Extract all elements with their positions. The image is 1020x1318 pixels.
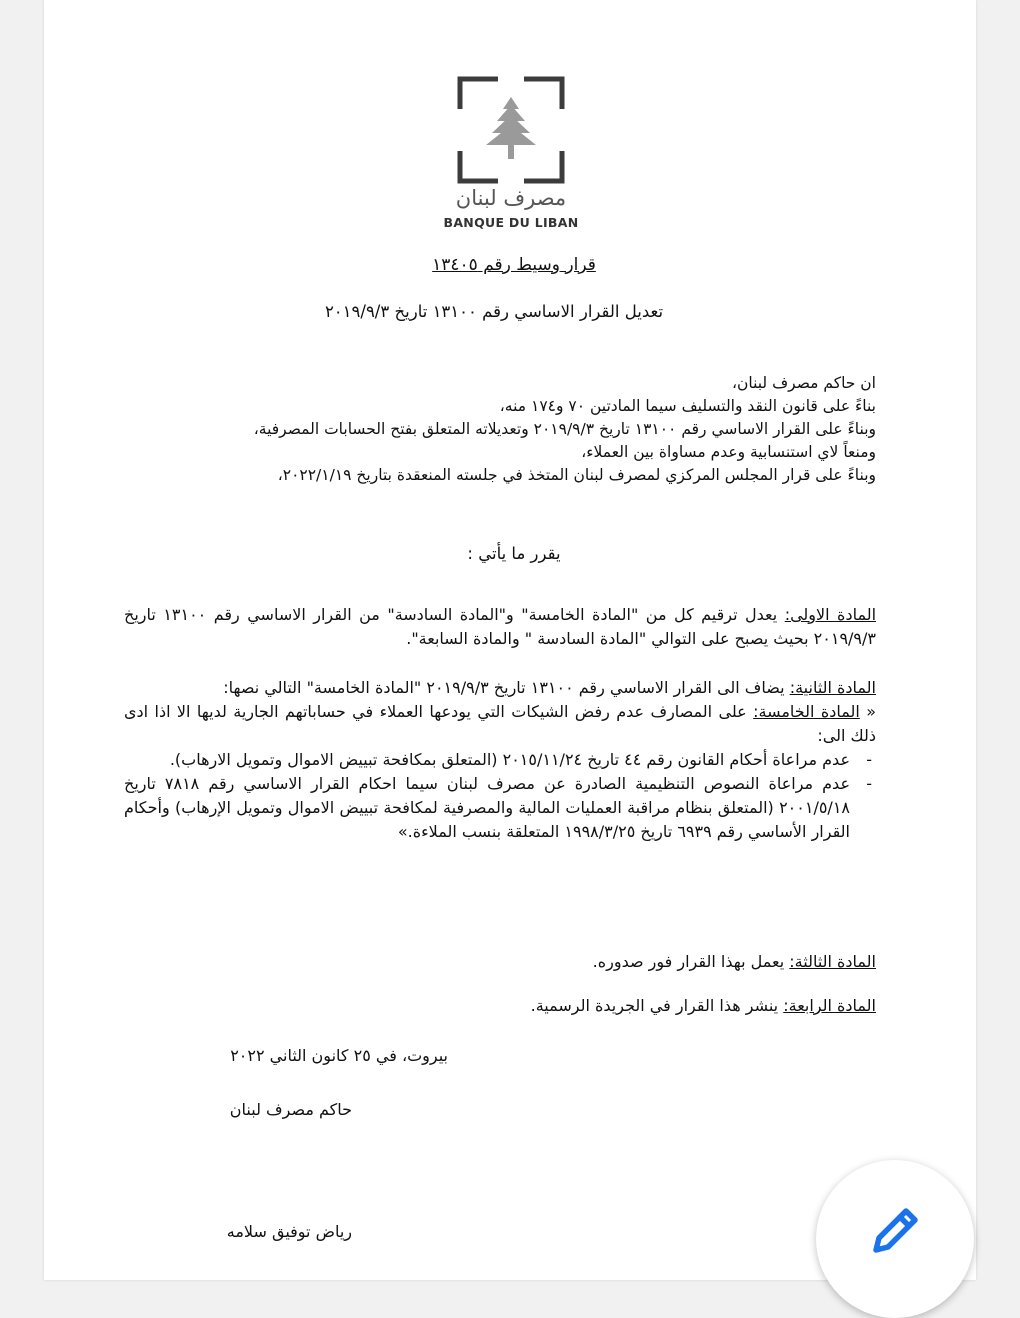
- preamble-line: وبناءً على القرار الاساسي رقم ١٣١٠٠ تاريخ ٢٠١٩/٩/٣ وتعديلاته المتعلق بفتح الحسابات المصرفية،: [253, 420, 876, 438]
- list-item: [124, 772, 876, 844]
- article-2: [124, 676, 876, 844]
- article-3: [124, 950, 876, 974]
- edit-fab-button[interactable]: [816, 1160, 974, 1318]
- preamble-line: ان حاكم مصرف لبنان،: [731, 374, 876, 392]
- article-1: [124, 603, 876, 651]
- governor-title: حاكم مصرف لبنان: [229, 1100, 352, 1119]
- quote-open-mark: «: [866, 702, 877, 721]
- preamble: [116, 372, 876, 487]
- list-item-text: عدم مراعاة أحكام القانون رقم ٤٤ تاريخ ٢٠١٥/١١/٢٤ (المتعلق بمكافحة تبييض الاموال وتمويل الارهاب).: [169, 750, 850, 769]
- article-2-title: المادة الثانية:: [789, 678, 876, 697]
- preamble-line: بناءً على قانون النقد والتسليف سيما المادتين ٧٠ و١٧٤ منه،: [499, 397, 876, 415]
- article-5-title: المادة الخامسة:: [753, 702, 860, 721]
- decision-number-title: قرار وسيط رقم ١٣٤٠٥: [432, 255, 596, 275]
- bank-name-french: BANQUE DU LIBAN: [443, 215, 579, 230]
- decision-subject: تعديل القرار الاساسي رقم ١٣١٠٠ تاريخ ٢٠١٩/٩/٣: [324, 302, 664, 321]
- article-3-text: يعمل بهذا القرار فور صدوره.: [592, 952, 785, 971]
- article-4: [124, 994, 876, 1018]
- list-item: [124, 748, 876, 772]
- preamble-line: وبناءً على قرار المجلس المركزي لمصرف لبنان المتخذ في جلسته المنعقدة بتاريخ ٢٠٢٢/١/١٩،: [277, 466, 876, 484]
- article-4-text: ينشر هذا القرار في الجريدة الرسمية.: [530, 996, 779, 1015]
- article-5-text: على المصارف عدم رفض الشيكات التي يودعها العملاء في حساباتهم الجارية لديها الا اذا ادى ذلك الى:: [124, 702, 876, 745]
- article-3-title: المادة الثالثة:: [789, 952, 876, 971]
- cedar-logo-icon: [456, 75, 566, 185]
- decides-heading: يقرر ما يأتي :: [467, 544, 561, 563]
- article-1-title: المادة الاولى:: [784, 605, 877, 624]
- preamble-line: ومنعاً لاي استنسابية وعدم مساواة بين العملاء،: [581, 443, 876, 461]
- bank-name-arabic: مصرف لبنان: [455, 186, 567, 210]
- document-page: [44, 0, 976, 1280]
- place-date: بيروت، في ٢٥ كانون الثاني ٢٠٢٢: [230, 1046, 448, 1065]
- article-2-intro: يضاف الى القرار الاساسي رقم ١٣١٠٠ تاريخ ٢٠١٩/٩/٣ "المادة الخامسة" التالي نصها:: [223, 678, 785, 697]
- list-dash: -: [866, 774, 872, 793]
- article-1-text: يعدل ترقيم كل من "المادة الخامسة" و"المادة السادسة" من القرار الاساسي رقم ١٣١٠٠ تاريخ ٢٠١٩/٩/٣ بحيث يصبح على التوالي "المادة السادسة " والمادة السابعة".: [124, 605, 876, 648]
- article-4-title: المادة الرابعة:: [783, 996, 876, 1015]
- pencil-icon: [866, 1200, 926, 1260]
- governor-name: رياض توفيق سلامه: [226, 1222, 352, 1241]
- list-item-text: عدم مراعاة النصوص التنظيمية الصادرة عن مصرف لبنان سيما احكام القرار الاساسي رقم ٧٨١٨ تاريخ ٢٠٠١/٥/١٨ (المتعلق بنظام مراقبة العمليات المالية والمصرفية لمكافحة تبييض الاموال وتمويل الإرهاب) وأحكام القرار الأساسي رقم ٦٩٣٩ تاريخ ١٩٩٨/٣/٢٥ المتعلقة بنسب الملاءة.»: [124, 774, 850, 841]
- list-dash: -: [866, 750, 872, 769]
